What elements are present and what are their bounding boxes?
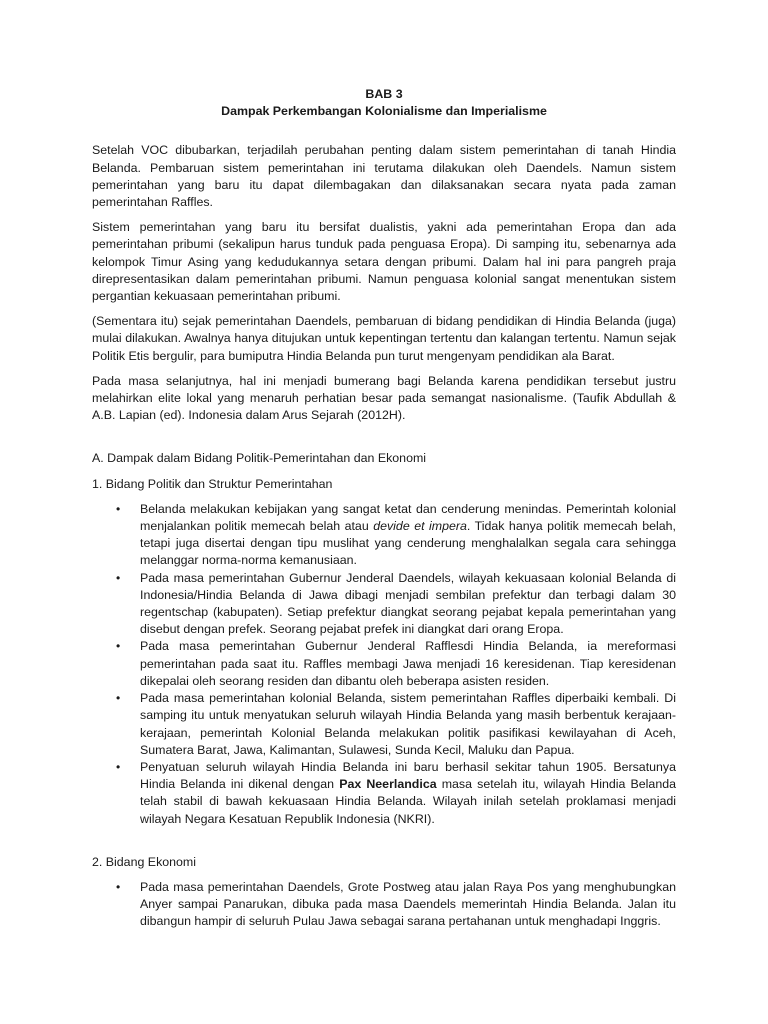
list-item: • Pada masa pemerintahan kolonial Belanda, sistem pemerintahan Raffles diperbaiki kembali. Di samping itu untuk menyatukan seluruh wilayah Hindia Belanda yang masih berbentuk kerajaan-kerajaan, pemerintah Kolonial Belanda melakukan politik pasifikasi kewilayahan di Aceh, Sumatera Barat, Jawa, Kalimantan, Sulawesi, Sunda Kecil, Maluku dan Papua. [116, 691, 676, 757]
italic-term: devide et impera [373, 519, 467, 534]
section-a-heading: A. Dampak dalam Bidang Politik-Pemerintahan dan Ekonomi [92, 451, 427, 466]
intro-paragraph-3: (Sementara itu) sejak pemerintahan Daendels, pembaruan di bidang pendidikan di Hindia Belanda (juga) mulai dilakukan. Awalnya hanya ditujukan untuk kepentingan tertentu dan kalangan tertentu. Namun sejak Politik Etis bergulir, para bumiputra Hindia Belanda pun turut mengenyam pendidikan ala Barat. [92, 314, 676, 363]
chapter-label: BAB 3 [365, 87, 403, 101]
bullet-icon: • [116, 639, 121, 654]
subsection-2-heading: 2. Bidang Ekonomi [92, 854, 197, 869]
document-title: Dampak Perkembangan Kolonialisme dan Imperialisme [221, 104, 547, 119]
bold-term: Pax Neerlandica [339, 777, 437, 792]
bullet-icon: • [116, 691, 121, 706]
subsection-1-heading: 1. Bidang Politik dan Struktur Pemerintahan [92, 476, 333, 491]
bullet-icon: • [116, 879, 121, 894]
bullet-icon: • [116, 570, 121, 585]
bullet-icon: • [116, 501, 121, 516]
intro-paragraph-4: Pada masa selanjutnya, hal ini menjadi bumerang bagi Belanda karena pendidikan tersebut justru melahirkan elite lokal yang menaruh perhatian besar pada semangat nasionalisme. (Taufik Abdullah & A.B. Lapian (ed). Indonesia dalam Arus Sejarah (2012H). [92, 373, 676, 423]
economy-bullet-list [92, 879, 676, 931]
list-item: • Pada masa pemerintahan Gubernur Jenderal Daendels, wilayah kekuasaan kolonial Belanda di Indonesia/Hindia Belanda di Jawa dibagi menjadi sembilan prefektur dan terbagi dalam 30 regentschap (kabupaten). Setiap prefektur diangkat seorang pejabat kepala pemerintahan yang disebut dengan prefek. Seorang pejabat prefek ini diangkat dari orang Eropa. [116, 570, 676, 637]
list-item: • Penyatuan seluruh wilayah Hindia Belanda ini baru berhasil sekitar tahun 1905. Bersatunya Hindia Belanda ini dikenal dengan Pax Neerlandica masa setelah itu, wilayah Hindia Belanda telah stabil di bawah kekuasaan Hindia Belanda. Wilayah inilah setelah proklamasi menjadi wilayah Negara Kesatuan Republik Indonesia (NKRI). [116, 759, 676, 826]
intro-paragraph-1: Setelah VOC dibubarkan, terjadilah perubahan penting dalam sistem pemerintahan di tanah Hindia Belanda. Pembaruan sistem pemerintahan ini terutama dilakukan oleh Daendels. Namun sistem pemerintahan yang baru itu dapat dilembagakan dan dilaksanakan secara nyata pada zaman pemerintahan Raffles. [92, 143, 676, 210]
list-item: • Belanda melakukan kebijakan yang sangat ketat dan cenderung menindas. Pemerintah kolonial menjalankan politik memecah belah atau devide et impera. Tidak hanya politik memecah belah, tetapi juga disertai dengan tipu muslihat yang cenderung menghalalkan segala cara sehingga melanggar norma-norma kemanusiaan. [116, 501, 676, 568]
list-item: • Pada masa pemerintahan Gubernur Jenderal Rafflesdi Hindia Belanda, ia mereformasi pemerintahan pada saat itu. Raffles membagi Jawa menjadi 16 keresidenan. Tiap keresidenan dikepalai oleh seorang residen dan dibantu oleh beberapa asisten residen. [116, 639, 676, 688]
bullet-icon: • [116, 759, 121, 774]
list-item: • Pada masa pemerintahan Daendels, Grote Postweg atau jalan Raya Pos yang menghubungkan Anyer sampai Panarukan, dibuka pada masa Daendels memerintah Hindia Belanda. Jalan itu dibangun hampir di seluruh Pulau Jawa sebagai sarana pertahanan untuk menghadapi Inggris. [116, 879, 676, 929]
politics-bullet-list [92, 501, 676, 828]
intro-paragraph-2: Sistem pemerintahan yang baru itu bersifat dualistis, yakni ada pemerintahan Eropa dan ada pemerintahan pribumi (sekalipun harus tunduk pada penguasa Eropa). Di samping itu, sebenarnya ada kelompok Timur Asing yang kedudukannya setara dengan pribumi. Dalam hal ini para pangreh praja direpresentasikan dalam pemerintahan pribumi. Namun penguasa kolonial sangat menentukan sistem pergantian kekuasaan pemerintahan pribumi. [92, 220, 676, 304]
